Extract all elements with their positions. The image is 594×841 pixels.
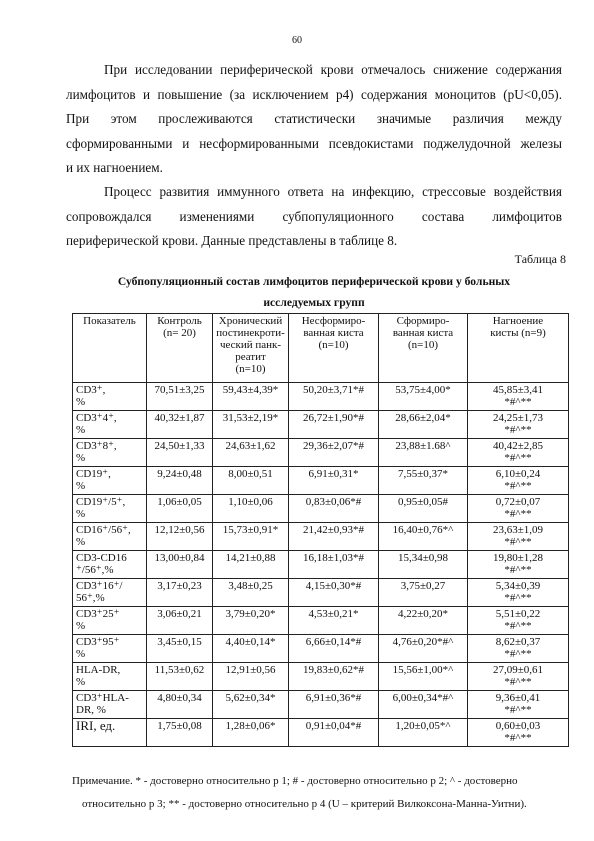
table-cell: 6,91±0,36*# <box>289 691 379 719</box>
table-cell: 23,88±1.68^ <box>379 439 468 467</box>
table-cell: 50,20±3,71*# <box>289 383 379 411</box>
table-cell: 27,09±0,61 *#^** <box>468 663 569 691</box>
table-cell: 7,55±0,37* <box>379 467 468 495</box>
table-cell: 3,79±0,20* <box>213 607 289 635</box>
row-label: CD3⁺HLA- DR, % <box>73 691 147 719</box>
row-label: HLA-DR, % <box>73 663 147 691</box>
table-cell: 3,06±0,21 <box>147 607 213 635</box>
paragraph-1 <box>66 58 562 181</box>
table-cell: 16,18±1,03*# <box>289 551 379 579</box>
table-caption: исследуемых групп <box>263 296 365 309</box>
table-cell: 1,75±0,08 <box>147 719 213 747</box>
row-label: CD3⁺4⁺, % <box>73 411 147 439</box>
column-header: Нагноение кисты (n=9) <box>468 314 569 383</box>
table-cell: 4,80±0,34 <box>147 691 213 719</box>
table-cell: 59,43±4,39* <box>213 383 289 411</box>
table-row <box>73 579 569 607</box>
table-cell: 5,34±0,39 *#^** <box>468 579 569 607</box>
row-label: CD19⁺/5⁺, % <box>73 495 147 523</box>
table-row <box>73 495 569 523</box>
table-row <box>73 719 569 747</box>
table-cell: 6,00±0,34*#^ <box>379 691 468 719</box>
table-cell: 24,25±1,73 *#^** <box>468 411 569 439</box>
table-row <box>73 523 569 551</box>
table-row <box>73 635 569 663</box>
table-label: Таблица 8 <box>514 252 566 266</box>
table-cell: 24,63±1,62 <box>213 439 289 467</box>
table-cell: 8,62±0,37 *#^** <box>468 635 569 663</box>
row-label: CD19⁺, % <box>73 467 147 495</box>
column-header: Сформиро- ванная киста (n=10) <box>379 314 468 383</box>
table-note: относительно р 3; ** - достоверно относительно р 4 (U – критерий Вилкоксона-Манна-Уитни). <box>82 798 527 810</box>
table-cell: 6,66±0,14*# <box>289 635 379 663</box>
paragraph-line: При этом прослеживаются статистически значимые различия между <box>66 111 562 126</box>
row-label: CD3⁺25⁺ % <box>73 607 147 635</box>
table-cell: 3,45±0,15 <box>147 635 213 663</box>
paragraph-line: сопровождался изменениями субпопуляционного состава лимфоцитов <box>66 208 562 224</box>
table-cell: 5,51±0,22 *#^** <box>468 607 569 635</box>
paragraph-line: и их нагноением. <box>66 160 163 175</box>
table-cell: 4,15±0,30*# <box>289 579 379 607</box>
table-row <box>73 691 569 719</box>
table-cell: 1,20±0,05*^ <box>379 719 468 747</box>
paragraph-line: лимфоцитов и повышение (за исключением р4) содержания моноцитов (рU<0,05). <box>66 86 562 102</box>
table-cell: 13,00±0,84 <box>147 551 213 579</box>
column-header: Показатель <box>73 314 147 383</box>
row-label: CD3⁺95⁺ % <box>73 635 147 663</box>
table-cell: 15,73±0,91* <box>213 523 289 551</box>
table-cell: 6,91±0,31* <box>289 467 379 495</box>
table-cell: 3,17±0,23 <box>147 579 213 607</box>
table-cell: 6,10±0,24 *#^** <box>468 467 569 495</box>
table-cell: 15,34±0,98 <box>379 551 468 579</box>
table-cell: 4,40±0,14* <box>213 635 289 663</box>
paragraph-line: сформированными и несформированными псевдокистами поджелудочной железы <box>66 135 562 151</box>
table-cell: 70,51±3,25 <box>147 383 213 411</box>
table-cell: 12,12±0,56 <box>147 523 213 551</box>
table-caption: Субпопуляционный состав лимфоцитов периферической крови у больных <box>117 275 511 288</box>
row-label: IRI, ед. <box>73 719 147 747</box>
table-cell: 9,36±0,41 *#^** <box>468 691 569 719</box>
table-cell: 15,56±1,00*^ <box>379 663 468 691</box>
table-cell: 0,91±0,04*# <box>289 719 379 747</box>
table-cell: 24,50±1,33 <box>147 439 213 467</box>
table-cell: 0,72±0,07 *#^** <box>468 495 569 523</box>
table-row <box>73 663 569 691</box>
table-cell: 4,53±0,21* <box>289 607 379 635</box>
table-cell: 1,28±0,06* <box>213 719 289 747</box>
table-cell: 3,75±0,27 <box>379 579 468 607</box>
table-cell: 4,22±0,20* <box>379 607 468 635</box>
page-number: 60 <box>292 35 302 46</box>
lymphocyte-table <box>72 313 569 747</box>
paragraph-line: При исследовании периферической крови отмечалось снижение содержания <box>104 62 562 77</box>
table-cell: 31,53±2,19* <box>213 411 289 439</box>
column-header: Несформиро- ванная киста (n=10) <box>289 314 379 383</box>
row-label: CD3⁺8⁺, % <box>73 439 147 467</box>
table-cell: 29,36±2,07*# <box>289 439 379 467</box>
table-cell: 53,75±4,00* <box>379 383 468 411</box>
table-cell: 19,83±0,62*# <box>289 663 379 691</box>
table-cell: 19,80±1,28 *#^** <box>468 551 569 579</box>
table-cell: 8,00±0,51 <box>213 467 289 495</box>
table-cell: 0,60±0,03 *#^** <box>468 719 569 747</box>
table-cell: 23,63±1,09 *#^** <box>468 523 569 551</box>
row-label: CD3-CD16 ⁺/56⁺,% <box>73 551 147 579</box>
table-body <box>73 383 569 747</box>
table-cell: 16,40±0,76*^ <box>379 523 468 551</box>
table-cell: 14,21±0,88 <box>213 551 289 579</box>
table-row <box>73 383 569 411</box>
table-row <box>73 551 569 579</box>
table-cell: 0,83±0,06*# <box>289 495 379 523</box>
table-cell: 3,48±0,25 <box>213 579 289 607</box>
column-header: Хронический постинекроти- ческий панк- реатит (n=10) <box>213 314 289 383</box>
table-row <box>73 411 569 439</box>
table-cell: 11,53±0,62 <box>147 663 213 691</box>
table-cell: 28,66±2,04* <box>379 411 468 439</box>
row-label: CD3⁺16⁺/ 56⁺,% <box>73 579 147 607</box>
table-note: Примечание. * - достоверно относительно р 1; # - достоверно относительно р 2; ^ - достоверно <box>72 775 518 787</box>
table-cell: 5,62±0,34* <box>213 691 289 719</box>
table-header <box>73 314 569 383</box>
table-cell: 40,42±2,85 *#^** <box>468 439 569 467</box>
table-cell: 9,24±0,48 <box>147 467 213 495</box>
column-header: Контроль (n= 20) <box>147 314 213 383</box>
table-cell: 0,95±0,05# <box>379 495 468 523</box>
paragraph-2 <box>66 180 562 254</box>
table-cell: 45,85±3,41 *#^** <box>468 383 569 411</box>
paragraph-line: периферической крови. Данные представлены в таблице 8. <box>66 233 398 248</box>
table-cell: 1,06±0,05 <box>147 495 213 523</box>
table-cell: 1,10±0,06 <box>213 495 289 523</box>
table-row <box>73 439 569 467</box>
table-cell: 40,32±1,87 <box>147 411 213 439</box>
table-cell: 26,72±1,90*# <box>289 411 379 439</box>
row-label: CD3⁺, % <box>73 383 147 411</box>
row-label: CD16⁺/56⁺, % <box>73 523 147 551</box>
table-cell: 12,91±0,56 <box>213 663 289 691</box>
table-row <box>73 467 569 495</box>
table-cell: 21,42±0,93*# <box>289 523 379 551</box>
table-cell: 4,76±0,20*#^ <box>379 635 468 663</box>
table-row <box>73 607 569 635</box>
paragraph-line: Процесс развития иммунного ответа на инфекцию, стрессовые воздействия <box>104 184 562 199</box>
